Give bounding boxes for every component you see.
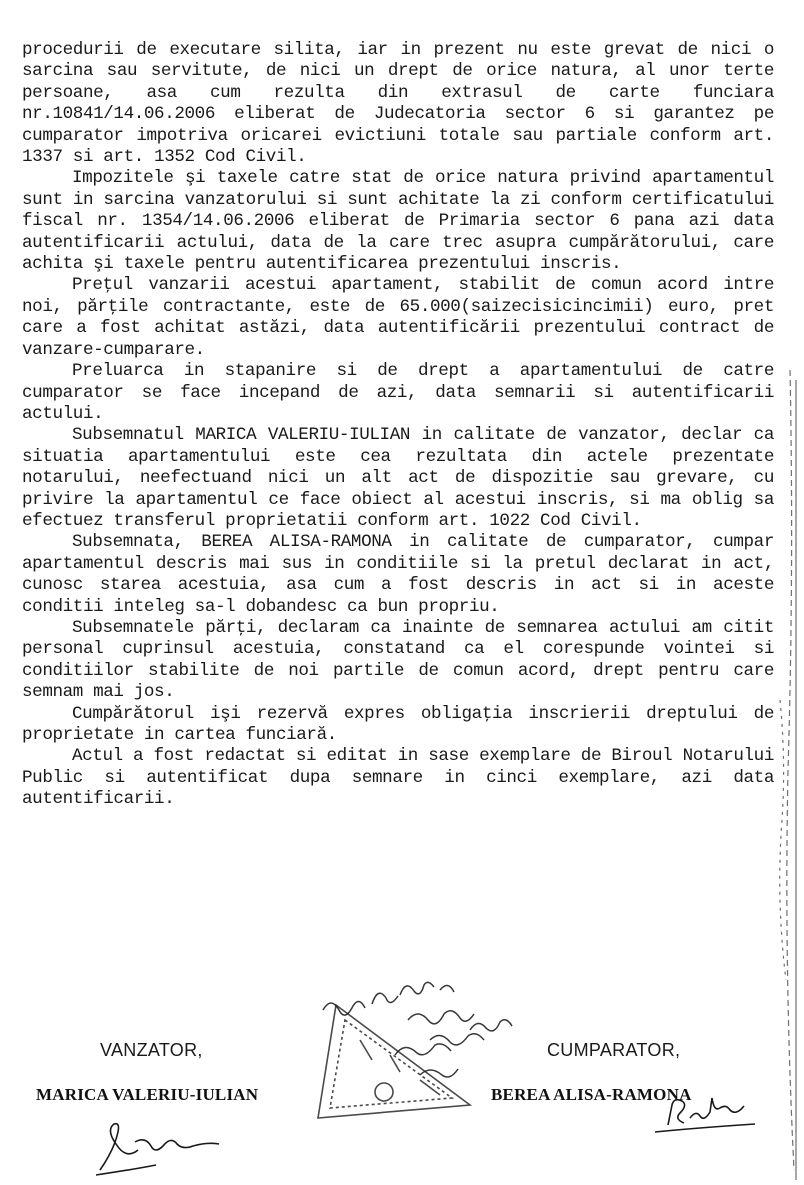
buyer-role-label: CUMPARATOR, bbox=[547, 1040, 681, 1060]
contract-text bbox=[22, 40, 774, 811]
seller-name: MARICA VALERIU-IULIAN bbox=[36, 1085, 259, 1104]
signature-block bbox=[0, 1030, 804, 1185]
paragraph-copies: Actul a fost redactat si editat in sase exemplare de Biroul Notarului Public si autentificat dupa semnare in cinci exemplare, azi data autentificarii. bbox=[22, 746, 774, 810]
paragraph-possession: Preluarca in stapanire si de drept a apartamentului de catre cumparator se face incepand de azi, data semnarii si autentificarii actului. bbox=[22, 361, 774, 424]
paragraph-execution: procedurii de executare silita, iar in prezent nu este grevat de nici o sarcina sau servitute, de nici un drept de orice natura, al unor terte persoane, asa cum rezulta din extrasul de carte funciara nr.10841/14.06.2006 eliberat de Judecatoria sector 6 si garantez pe cumparator impotriva oricarei evictiuni totale sau partiale conform art. 1337 si art. 1352 Cod Civil. bbox=[22, 40, 774, 168]
paragraph-buyer-declaration: Subsemnata, BEREA ALISA-RAMONA in calitate de cumparator, cumpar apartamentul descris mai sus in conditiile si la pretul declarat in act, cunosc starea acestuia, asa cum a fost descris in act si in aceste conditii inteleg sa-l dobandesc ca bun propriu. bbox=[22, 532, 774, 617]
seller-role-label: VANZATOR, bbox=[100, 1040, 203, 1060]
paragraph-parties-declaration: Subsemnatele părţi, declaram ca inainte de semnarea actului am citit personal cuprinsul acestuia, constatand ca el corespunde vointei si conditiilor stabilite de noi partile de comun acord, drept pentru care semnam mai jos. bbox=[22, 617, 774, 703]
paragraph-seller-declaration: Subsemnatul MARICA VALERIU-IULIAN in calitate de vanzator, declar ca situatia apartamentului este cea rezultata din actele prezentate notarului, neefectuand nici un alt act de dispozitie sau grevare, cu privire la apartamentul ce face obiect al acestui inscris, si ma oblig sa efectuez transferul proprietatii conform art. 1022 Cod Civil. bbox=[22, 425, 774, 531]
paragraph-price: Preţul vanzarii acestui apartament, stabilit de comun acord intre noi, părţile contractante, este de 65.000(saizecisicincimii) euro, pret care a fost achitat astăzi, data autentificării prezentului contract de vanzare-cumparare. bbox=[22, 275, 774, 360]
paragraph-registration: Cumpărătorul işi rezervă expres obligaţia inscrierii dreptului de proprietate in cartea funciară. bbox=[22, 703, 774, 745]
paragraph-taxes: Impozitele şi taxele catre stat de orice natura privind apartamentul sunt in sarcina vanzatorului si sunt achitate la zi conform certificatului fiscal nr. 1354/14.06.2006 eliberat de Primaria sector 6 pana azi data autentificarii actului, data de la care trec asupra cumpărătorului, care achita şi taxele pentru autentificarea prezentului inscris. bbox=[22, 168, 774, 275]
buyer-name: BEREA ALISA-RAMONA bbox=[491, 1085, 692, 1104]
